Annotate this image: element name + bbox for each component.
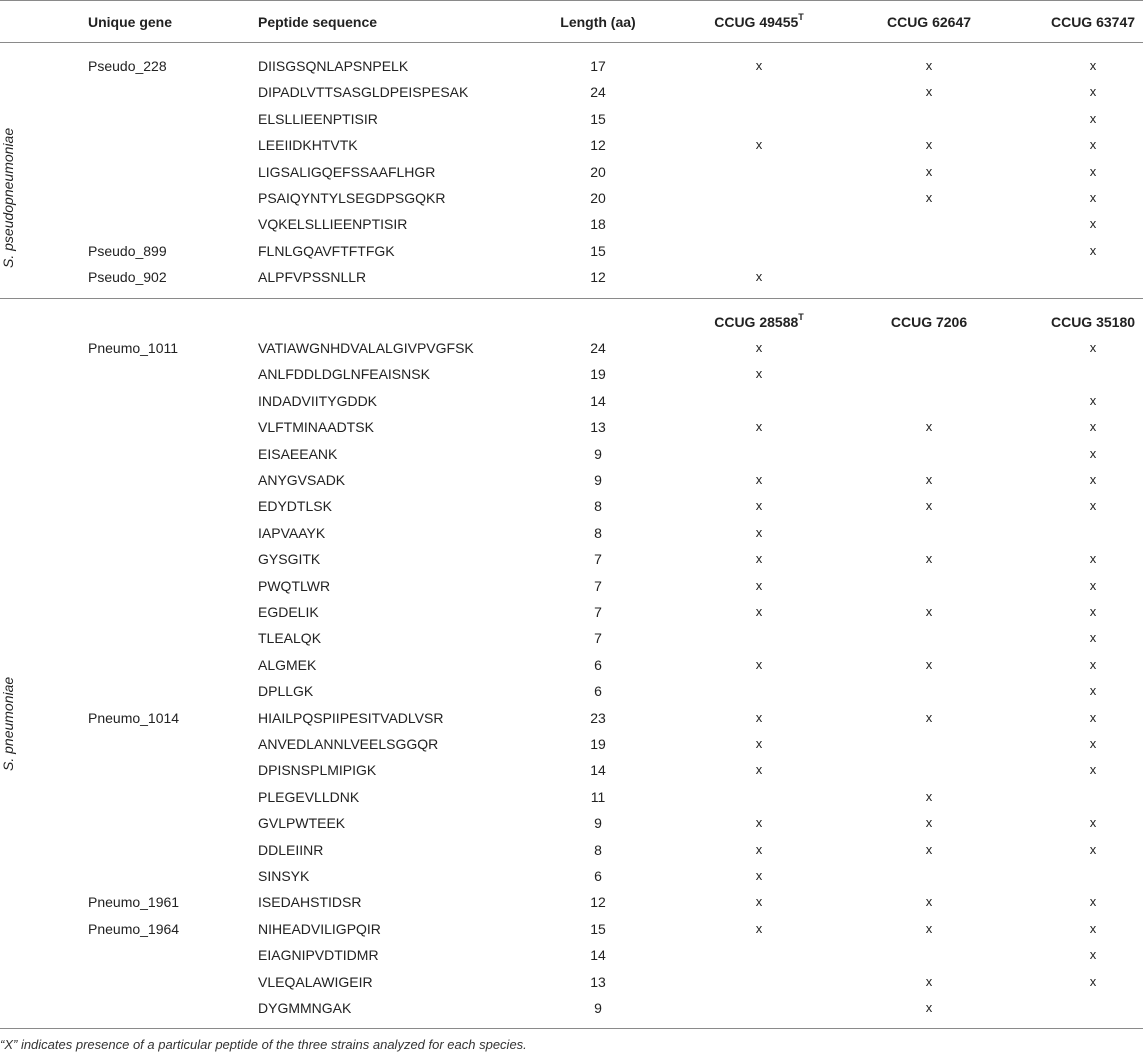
length-cell: 20 xyxy=(590,190,606,206)
presence-mark: x xyxy=(1089,216,1097,232)
peptide-sequence-cell: NIHEADVILIGPQIR xyxy=(258,920,381,937)
length-cell: 9 xyxy=(594,1000,602,1016)
presence-mark: x xyxy=(755,577,763,593)
table-top-rule xyxy=(0,0,1143,1)
presence-mark: x xyxy=(925,841,933,857)
header-length: Length (aa) xyxy=(560,14,636,30)
peptide-sequence-cell: SINSYK xyxy=(258,868,310,884)
length-cell: 7 xyxy=(594,551,602,568)
length-cell: 12 xyxy=(590,269,606,286)
presence-mark: x xyxy=(1089,392,1097,408)
peptide-sequence-cell: ISEDAHSTIDSR xyxy=(258,894,362,911)
presence-mark: x xyxy=(755,736,763,751)
presence-mark: x xyxy=(755,815,763,831)
presence-mark: x xyxy=(755,137,763,153)
peptide-sequence-cell: DDLEIINR xyxy=(258,841,324,858)
presence-mark: x xyxy=(925,709,933,725)
length-cell: 9 xyxy=(594,445,602,462)
strain-name: CCUG 35180 xyxy=(1050,314,1136,330)
peptide-sequence-cell: PWQTLWR xyxy=(258,577,331,594)
strain-header xyxy=(860,313,998,331)
unique-gene-cell: Pseudo_899 xyxy=(88,242,167,259)
table-bottom-rule xyxy=(0,1028,1143,1029)
presence-mark: x xyxy=(755,472,763,487)
peptide-sequence-cell: ANLFDDLDGLNFEAISNSK xyxy=(258,366,430,383)
peptide-sequence-cell: DPLLGK xyxy=(258,683,314,700)
presence-mark: x xyxy=(755,709,763,725)
strain-name: CCUG 7206 xyxy=(890,314,968,330)
strain-header xyxy=(1023,13,1143,31)
length-cell: 9 xyxy=(594,815,602,832)
strain-header xyxy=(690,313,828,331)
length-cell: 23 xyxy=(590,709,606,726)
presence-mark: x xyxy=(1089,163,1097,179)
peptide-sequence-cell: LIGSALIGQEFSSAAFLHGR xyxy=(258,163,436,180)
presence-mark: x xyxy=(925,190,933,205)
header-rule xyxy=(0,42,1143,43)
presence-mark: x xyxy=(755,498,763,514)
presence-mark: x xyxy=(755,58,763,73)
presence-mark: x xyxy=(1089,947,1097,963)
peptide-sequence-cell: PLEGEVLLDNK xyxy=(258,788,360,805)
presence-mark: x xyxy=(925,551,933,567)
presence-mark: x xyxy=(1089,110,1097,126)
unique-gene-cell: Pneumo_1964 xyxy=(88,920,180,937)
strain-name: CCUG 62647 xyxy=(886,14,972,30)
peptide-sequence-cell: HIAILPQSPIIPESITVADLVSR xyxy=(258,709,444,726)
length-cell: 6 xyxy=(594,868,602,884)
type-strain-superscript: T xyxy=(798,312,804,323)
unique-gene-cell: Pseudo_902 xyxy=(88,269,167,286)
length-cell: 18 xyxy=(590,216,606,233)
length-cell: 7 xyxy=(594,604,602,620)
presence-mark: x xyxy=(755,604,763,619)
presence-mark: x xyxy=(1089,58,1097,73)
presence-mark: x xyxy=(1089,498,1097,514)
presence-mark: x xyxy=(1089,137,1097,153)
peptide-sequence-cell: LEEIIDKHTVTK xyxy=(258,137,358,154)
presence-mark: x xyxy=(1089,736,1097,751)
presence-mark: x xyxy=(925,973,933,989)
presence-mark: x xyxy=(925,894,933,910)
presence-mark: x xyxy=(1089,190,1097,205)
length-cell: 6 xyxy=(594,683,602,700)
presence-mark: x xyxy=(1089,242,1097,258)
length-cell: 8 xyxy=(594,841,602,858)
peptide-sequence-cell: GYSGITK xyxy=(258,551,321,568)
peptide-sequence-cell: EIAGNIPVDTIDMR xyxy=(258,947,379,964)
presence-mark: x xyxy=(925,1000,933,1015)
peptide-sequence-cell: VLEQALAWIGEIR xyxy=(258,973,373,990)
presence-mark: x xyxy=(925,84,933,100)
length-cell: 12 xyxy=(590,894,606,911)
strain-name: CCUG 28588 xyxy=(714,314,799,330)
peptide-sequence-cell: DPISNSPLMIPIGK xyxy=(258,762,377,779)
presence-mark: x xyxy=(925,472,933,487)
presence-mark: x xyxy=(925,604,933,619)
presence-mark: x xyxy=(755,841,763,857)
presence-mark: x xyxy=(1089,841,1097,857)
unique-gene-cell: Pneumo_1011 xyxy=(88,340,179,356)
presence-mark: x xyxy=(755,920,763,936)
presence-mark: x xyxy=(1089,604,1097,619)
table-footnote: “X” indicates presence of a particular peptide of the three strains analyzed for each species. xyxy=(0,1037,527,1052)
peptide-sequence-cell: DIPADLVTTSASGLDPEISPESAK xyxy=(258,84,469,101)
length-cell: 15 xyxy=(590,920,606,937)
peptide-sequence-cell: TLEALQK xyxy=(258,630,322,647)
length-cell: 13 xyxy=(590,973,606,990)
unique-gene-cell: Pseudo_228 xyxy=(88,58,167,74)
presence-mark: x xyxy=(755,656,763,672)
peptide-sequence-cell: ALPFVPSSNLLR xyxy=(258,269,367,286)
presence-mark: x xyxy=(755,269,763,285)
peptide-sequence-cell: ELSLLIEENPTISIR xyxy=(258,110,378,127)
header-unique-gene: Unique gene xyxy=(88,14,173,30)
length-cell: 9 xyxy=(594,472,602,488)
presence-mark: x xyxy=(925,419,933,435)
strain-name: CCUG 63747 xyxy=(1050,14,1136,30)
presence-mark: x xyxy=(925,163,933,179)
unique-gene-cell: Pneumo_1961 xyxy=(88,894,180,911)
peptide-sequence-cell: VLFTMINAADTSK xyxy=(258,419,374,436)
peptide-sequence-cell: EDYDTLSK xyxy=(258,498,332,515)
peptide-sequence-cell: DIISGSQNLAPSNPELK xyxy=(258,58,409,74)
length-cell: 8 xyxy=(594,498,602,515)
length-cell: 24 xyxy=(590,84,606,101)
presence-mark: x xyxy=(1089,683,1097,699)
presence-mark: x xyxy=(1089,630,1097,646)
length-cell: 13 xyxy=(590,419,606,436)
strain-name: CCUG 49455 xyxy=(714,14,799,30)
strain-header xyxy=(1023,313,1143,331)
presence-mark: x xyxy=(755,894,763,910)
presence-mark: x xyxy=(755,762,763,778)
presence-mark: x xyxy=(925,815,933,831)
presence-mark: x xyxy=(1089,84,1097,100)
presence-mark: x xyxy=(925,498,933,514)
presence-mark: x xyxy=(925,920,933,936)
length-cell: 19 xyxy=(590,366,606,383)
peptide-sequence-cell: ANYGVSADK xyxy=(258,472,346,488)
length-cell: 11 xyxy=(590,788,606,805)
header-peptide-sequence: Peptide sequence xyxy=(258,14,378,30)
peptide-sequence-cell: EGDELIK xyxy=(258,604,319,620)
length-cell: 8 xyxy=(594,524,602,541)
type-strain-superscript: T xyxy=(798,12,804,23)
presence-mark: x xyxy=(755,868,763,883)
strain-header xyxy=(860,13,998,31)
presence-mark: x xyxy=(1089,709,1097,725)
species-label-pseudopneumoniae: S. pseudopneumoniae xyxy=(0,127,16,268)
length-cell: 15 xyxy=(590,110,606,127)
length-cell: 14 xyxy=(590,392,606,409)
strain-header xyxy=(690,13,828,31)
length-cell: 7 xyxy=(594,630,602,647)
peptide-sequence-cell: VQKELSLLIEENPTISIR xyxy=(258,216,408,233)
presence-mark: x xyxy=(755,340,763,355)
presence-mark: x xyxy=(1089,973,1097,989)
peptide-sequence-cell: DYGMMNGAK xyxy=(258,1000,352,1016)
length-cell: 17 xyxy=(590,58,606,74)
length-cell: 24 xyxy=(590,340,606,356)
presence-mark: x xyxy=(925,58,933,73)
presence-mark: x xyxy=(755,551,763,567)
length-cell: 14 xyxy=(590,947,606,964)
presence-mark: x xyxy=(755,366,763,382)
peptide-sequence-cell: PSAIQYNTYLSEGDPSGQKR xyxy=(258,190,446,206)
peptide-sequence-cell: EISAEEANK xyxy=(258,445,338,462)
length-cell: 20 xyxy=(590,163,606,180)
presence-mark: x xyxy=(1089,445,1097,461)
presence-mark: x xyxy=(1089,577,1097,593)
peptide-sequence-cell: GVLPWTEEK xyxy=(258,815,346,832)
unique-gene-cell: Pneumo_1014 xyxy=(88,709,180,726)
presence-mark: x xyxy=(1089,472,1097,487)
length-cell: 14 xyxy=(590,762,606,779)
peptide-sequence-cell: INDADVIITYGDDK xyxy=(258,392,378,409)
presence-mark: x xyxy=(1089,656,1097,672)
peptide-sequence-cell: ALGMEK xyxy=(258,656,317,673)
presence-mark: x xyxy=(1089,920,1097,936)
length-cell: 6 xyxy=(594,656,602,673)
presence-mark: x xyxy=(1089,551,1097,567)
presence-mark: x xyxy=(1089,894,1097,910)
presence-mark: x xyxy=(925,656,933,672)
length-cell: 15 xyxy=(590,242,606,259)
length-cell: 12 xyxy=(590,137,606,154)
species-label-pneumoniae: S. pneumoniae xyxy=(0,676,16,771)
presence-mark: x xyxy=(1089,762,1097,778)
presence-mark: x xyxy=(1089,419,1097,435)
peptide-sequence-cell: IAPVAAYK xyxy=(258,524,326,541)
presence-mark: x xyxy=(755,419,763,435)
section-divider-rule xyxy=(0,298,1143,299)
presence-mark: x xyxy=(1089,340,1097,355)
peptide-sequence-cell: FLNLGQAVFTFTFGK xyxy=(258,242,395,259)
length-cell: 19 xyxy=(590,736,606,752)
peptide-sequence-cell: VATIAWGNHDVALALGIVPVGFSK xyxy=(258,340,474,356)
presence-mark: x xyxy=(1089,815,1097,831)
length-cell: 7 xyxy=(594,577,602,594)
peptide-sequence-cell: ANVEDLANNLVEELSGGQR xyxy=(258,736,439,752)
presence-mark: x xyxy=(925,137,933,153)
presence-mark: x xyxy=(925,788,933,804)
presence-mark: x xyxy=(755,524,763,540)
